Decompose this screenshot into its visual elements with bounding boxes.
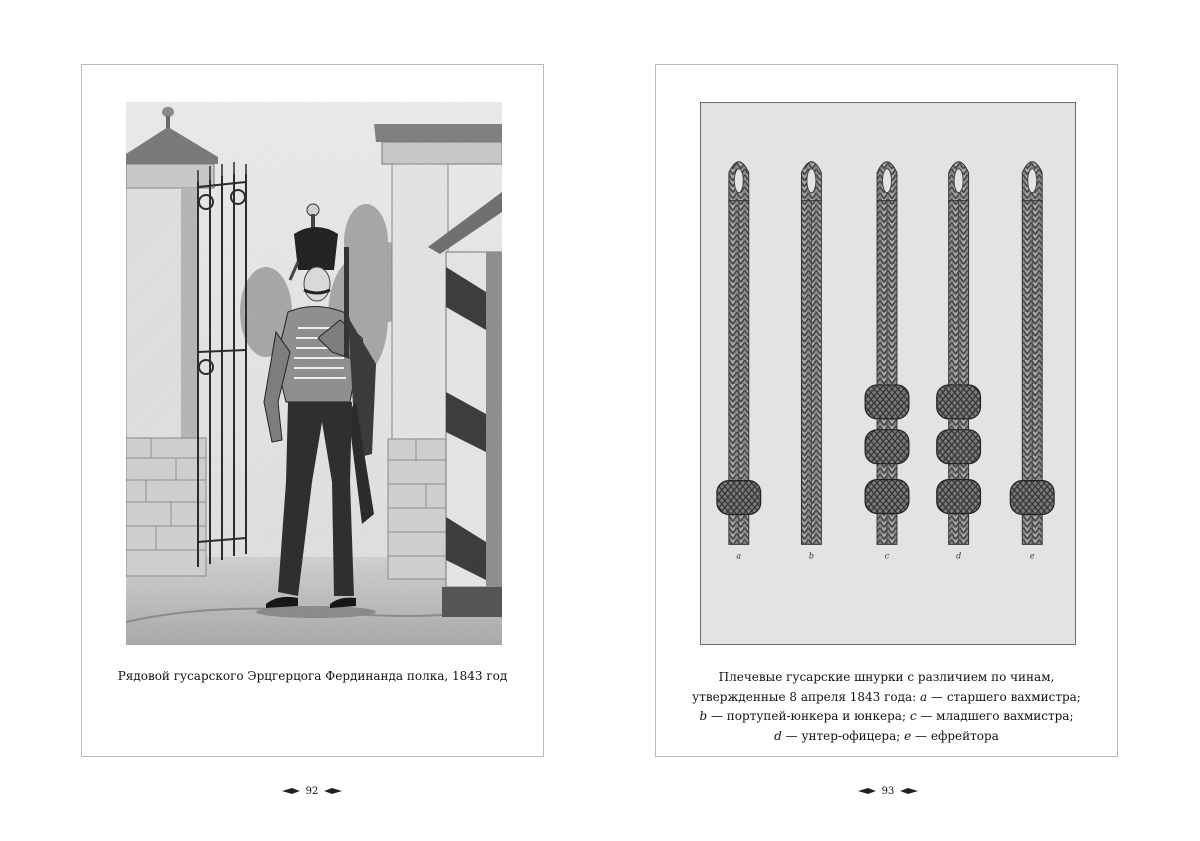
shoulder-cords-plate — [700, 102, 1076, 645]
cord-loop-eye — [1028, 169, 1037, 193]
cord-knot — [865, 385, 909, 419]
left-page — [81, 64, 544, 757]
cord-loop-eye — [883, 169, 892, 193]
cord-knot — [865, 480, 909, 514]
cord-knot — [937, 480, 981, 514]
caption-line: Плечевые гусарские шнурки с различием по чинам, — [718, 670, 1055, 684]
cord-knot — [717, 481, 761, 515]
hussar-lithograph — [126, 102, 502, 645]
cord-letter-label: d — [956, 551, 962, 561]
right-page — [655, 64, 1118, 757]
cord-knot — [865, 430, 909, 464]
caption-line: утвержденные 8 апреля 1843 года: а — старшего вахмистра; — [692, 689, 1081, 704]
left-caption: Рядовой гусарского Эрцгерцога Фердинанда полка, 1843 год — [117, 669, 508, 683]
cord-letter-label: a — [736, 551, 742, 561]
cord-letter-label: c — [884, 551, 890, 561]
ornament-icon — [828, 787, 876, 795]
cord-loop-eye — [954, 169, 963, 193]
caption-line: d — унтер-офицера; e — ефрейтора — [774, 728, 999, 743]
cord-letter-label: b — [808, 551, 814, 561]
cord-knot — [1010, 481, 1054, 515]
cord-loop-eye — [807, 169, 816, 193]
page-number-left: 92 — [242, 782, 382, 800]
cord-knot — [937, 385, 981, 419]
ornament-icon — [252, 787, 300, 795]
cord-knot — [937, 430, 981, 464]
shoulder-cord-b — [801, 162, 821, 561]
ornament-icon — [324, 787, 372, 795]
caption-line: b — портупей-юнкера и юнкера; c — младшего вахмистра; — [699, 709, 1074, 723]
page-number-right: 93 — [818, 782, 958, 800]
cord-loop-eye — [734, 169, 743, 193]
ornament-icon — [900, 787, 948, 795]
cord-letter-label: e — [1029, 551, 1035, 561]
right-caption — [676, 668, 1097, 746]
